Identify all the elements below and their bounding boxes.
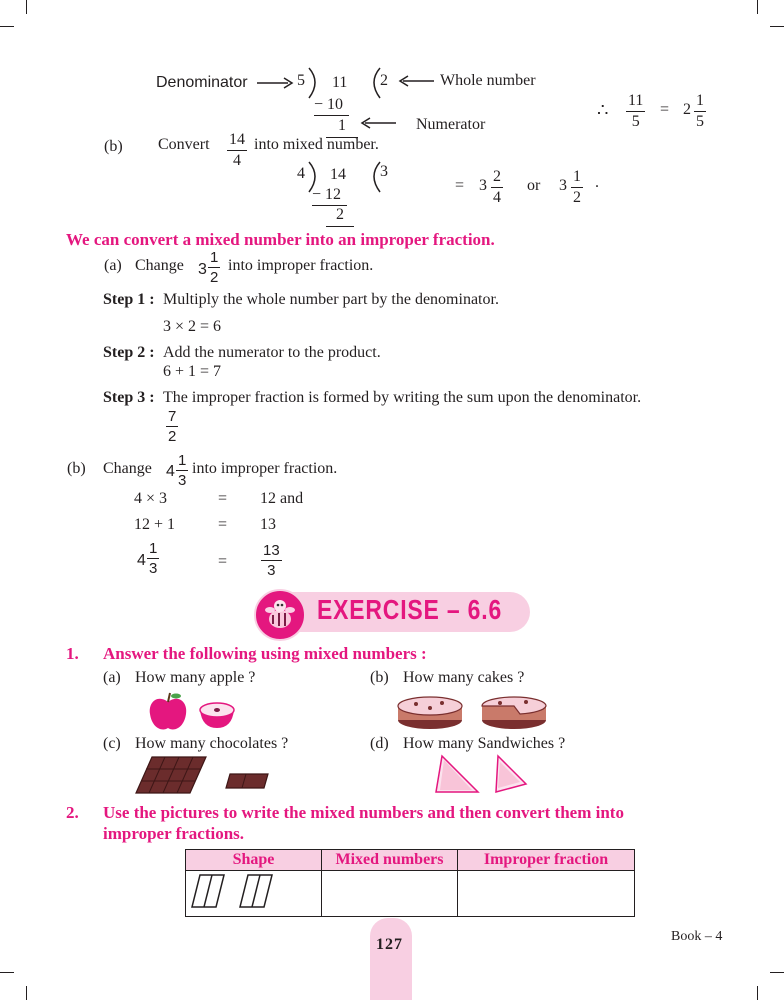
example-a-label: (a)	[104, 257, 122, 274]
numerator: 7	[168, 408, 177, 425]
column-header: Mixed numbers	[322, 850, 458, 871]
division-divisor: 4	[297, 165, 305, 182]
column-header: Improper fraction	[458, 850, 635, 871]
step2-label: Step 2 :	[103, 344, 155, 361]
result-fraction	[166, 409, 178, 444]
denominator-label: Denominator	[156, 74, 248, 91]
apple-icon	[148, 690, 188, 734]
division-quotient: 3	[380, 163, 388, 180]
denominator: 3	[149, 560, 158, 577]
denominator: 2	[210, 269, 219, 286]
convert-text: Convert	[158, 136, 210, 153]
crop-mark	[26, 986, 27, 1000]
mixed-whole: 4	[137, 552, 146, 569]
arrow-left-icon	[398, 74, 436, 88]
apple-half-icon	[198, 700, 236, 730]
crop-mark	[770, 972, 784, 973]
division-subtract: − 12	[312, 186, 347, 206]
mixed-number-cell[interactable]	[322, 871, 458, 917]
convert-after-text: into mixed number.	[254, 136, 379, 153]
division-dividend: 11	[332, 74, 348, 91]
column-header: Shape	[186, 850, 322, 871]
crop-mark	[770, 26, 784, 27]
page-number: 127	[376, 936, 403, 953]
calc-row-left: 4 × 3	[134, 490, 168, 507]
division-dividend: 14	[330, 166, 346, 183]
denominator: 3	[178, 472, 187, 489]
period: .	[595, 174, 599, 191]
calc-row-eq: =	[218, 516, 228, 533]
numerator: 2	[491, 169, 503, 188]
whole-number-label: Whole number	[440, 72, 536, 89]
numerator: 14	[227, 132, 247, 151]
fraction-11-5	[626, 93, 645, 130]
numerator: 1	[571, 169, 583, 188]
question-text-line2: improper fractions.	[103, 824, 245, 843]
crop-mark	[757, 0, 758, 14]
step1-text: Multiply the whole number part by the denominator.	[163, 291, 499, 308]
example-b-label: (b)	[67, 460, 86, 477]
cake-icon	[396, 690, 466, 732]
equals-sign: =	[455, 177, 465, 194]
numerator: 11	[626, 93, 645, 112]
shape-table	[185, 849, 635, 917]
step1-label: Step 1 :	[103, 291, 155, 308]
division-remainder: 2	[326, 206, 354, 227]
calc-row-right: 13	[260, 516, 276, 533]
denominator: 4	[233, 152, 241, 169]
subpart-label: (d)	[370, 735, 389, 752]
arrow-left-icon	[360, 116, 398, 130]
or-text: or	[527, 177, 541, 194]
numerator: 1	[178, 452, 187, 469]
sandwich-half-icon	[490, 752, 530, 796]
change-text: Change	[103, 460, 152, 477]
fraction-14-4	[227, 132, 247, 169]
exercise-title: EXERCISE – 6.6	[317, 594, 503, 625]
denominator: 5	[631, 113, 640, 130]
chocolate-bar-icon	[134, 755, 208, 795]
parallelogram-shapes-icon	[186, 871, 321, 911]
mixed-whole: 3	[198, 261, 207, 278]
subpart-text: How many cakes ?	[403, 669, 525, 686]
numerator: 13	[263, 542, 280, 559]
subpart-text: How many chocolates ?	[135, 735, 289, 752]
division-bracket-left	[305, 66, 325, 100]
arrow-right-icon	[256, 76, 294, 90]
change-after-text: into improper fraction.	[192, 460, 338, 477]
denominator: 4	[493, 189, 501, 206]
step1-calc: 3 × 2 = 6	[163, 318, 222, 335]
shape-cell	[186, 871, 322, 917]
denominator: 3	[267, 562, 276, 579]
division-remainder: 1	[326, 117, 358, 138]
denominator: 2	[168, 428, 177, 445]
change-after-text: into improper fraction.	[228, 257, 374, 274]
mixed-fraction	[694, 93, 706, 130]
page-number-tab	[370, 918, 412, 1000]
subpart-text: How many Sandwiches ?	[403, 735, 566, 752]
crop-mark	[0, 972, 14, 973]
sandwich-icon	[432, 752, 480, 796]
mixed-fraction	[176, 453, 188, 488]
equals-sign: =	[660, 101, 670, 118]
chocolate-piece-icon	[224, 772, 270, 790]
question-number: 1.	[66, 644, 79, 663]
numerator: 1	[210, 249, 219, 266]
answer-fraction-1-2	[571, 169, 583, 206]
calc-row-left: 12 + 1	[134, 516, 176, 533]
question-text-line1: Use the pictures to write the mixed numbers and then convert them into	[103, 803, 624, 822]
improper-fraction-cell[interactable]	[458, 871, 635, 917]
division-subtract: − 10	[314, 96, 349, 116]
step3-text: The improper fraction is formed by writing the sum upon the denominator.	[163, 389, 642, 406]
book-label: Book – 4	[671, 929, 723, 944]
denominator: 5	[696, 113, 704, 130]
table-header-row	[186, 850, 635, 871]
crop-mark	[0, 26, 14, 27]
calc-row-eq: =	[218, 490, 228, 507]
subpart-label: (c)	[103, 735, 121, 752]
therefore-symbol: ∴	[597, 100, 609, 120]
answer-whole: 3	[559, 177, 567, 194]
table-row	[186, 871, 635, 917]
crop-mark	[26, 0, 27, 14]
subpart-label: (a)	[103, 669, 121, 686]
mixed-fraction	[208, 250, 220, 285]
answer-fraction-2-4	[491, 169, 503, 206]
answer-whole: 3	[479, 177, 487, 194]
crop-mark	[757, 986, 758, 1000]
calc-row-right: 12 and	[260, 490, 304, 507]
question-text: Answer the following using mixed numbers :	[103, 644, 427, 663]
mixed-fraction	[147, 541, 159, 576]
numerator: 1	[694, 93, 706, 112]
step2-calc: 6 + 1 = 7	[163, 363, 222, 380]
section-heading: We can convert a mixed number into an improper fraction.	[66, 230, 495, 249]
mixed-whole: 2	[683, 101, 691, 118]
bee-mascot-icon	[254, 589, 306, 641]
subpart-text: How many apple ?	[135, 669, 256, 686]
calc-row-eq: =	[218, 553, 228, 570]
mixed-whole: 4	[166, 463, 175, 480]
result-fraction	[261, 543, 282, 578]
step2-text: Add the numerator to the product.	[163, 344, 381, 361]
step3-label: Step 3 :	[103, 389, 155, 406]
subpart-label: (b)	[370, 669, 389, 686]
cake-slice-icon	[480, 690, 550, 732]
change-text: Change	[135, 257, 184, 274]
numerator: 1	[149, 540, 158, 557]
division-divisor: 5	[297, 72, 305, 89]
denominator: 2	[573, 189, 581, 206]
question-number: 2.	[66, 803, 79, 822]
part-b-label: (b)	[104, 138, 123, 155]
numerator-label: Numerator	[416, 116, 486, 133]
division-quotient: 2	[380, 72, 388, 89]
